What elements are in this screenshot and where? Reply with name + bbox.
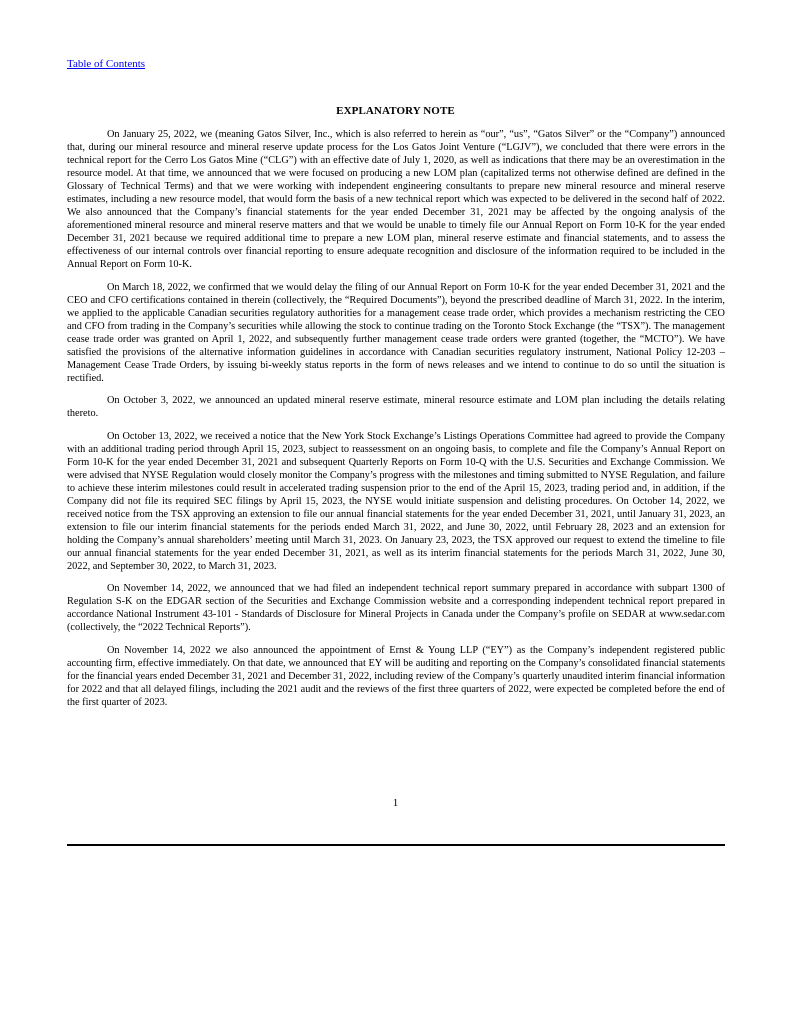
paragraph-october-13: On October 13, 2022, we received a notice that the New York Stock Exchange’s Listings Operations Committee had agreed to provide the Company with an additional trading period through April 15, 2023, subject to reassessment on an ongoing basis, to complete and file the Company’s Annual Report on Form 10-K for the year ended December 31, 2021 and subsequent Quarterly Reports on Form 10-Q with the U.S. Securities and Exchange Commission. We were advised that NYSE Regulation would closely monitor the Company’s progress with the milestones and timing submitted to NYSE Regulation, and failure to achieve these interim milestones could result in accelerated trading suspension prior to the end of the April 15, 2023, trading period and, in addition, if the Company did not file its required SEC filings by April 15, 2023, the NYSE would initiate suspension and delisting procedures. On October 14, 2022, we received notice from the TSX approving an extension to file our annual financial statements for the year ended December 31, 2021, until January 31, 2023, an extension to file our interim financial statements for the periods ended March 31, 2022, and June 30, 2022, until February 28, 2023 and an extension for holding the Company’s annual shareholders’ meeting until March 31, 2023. On January 23, 2023, the TSX approved our request to extend the timeline to file our annual financial statements for the year ended December 31, 2021, as well as its interim financial statements for the periods March 31, 2022, June 30, 2022, and September 30, 2022, to March 31, 2023. — [67, 430, 725, 572]
paragraph-november-14-ey: On November 14, 2022 we also announced the appointment of Ernst & Young LLP (“EY”) as the Company’s independent registered public accounting firm, effective immediately. On that date, we announced that EY will be auditing and reporting on the Company’s consolidated financial statements for the financial years ended December 31, 2021 and December 31, 2022, including review of the Company’s quarterly unaudited interim financial information for 2022 and that all delayed filings, including the 2021 audit and the reviews of the first three quarters of 2022, were expected be completed before the end of the first quarter of 2023. — [67, 644, 725, 708]
document-body — [67, 128, 725, 718]
page-number: 1 — [392, 797, 399, 809]
page-title: EXPLANATORY NOTE — [336, 105, 455, 117]
paragraph-march-18: On March 18, 2022, we confirmed that we would delay the filing of our Annual Report on Form 10-K for the year ended December 31, 2021 and the CEO and CFO certifications contained in therein (collectively, the “Required Documents”), beyond the prescribed deadline of March 31, 2022. In the interim, we applied to the applicable Canadian securities regulatory authorities for a management cease trade order, which provides a mechanism restricting the CEO and CFO from trading in the Company’s securities while allowing the stock to continue trading on the Toronto Stock Exchange (the “TSX”). The management cease trade order was granted on April 1, 2022, and subsequently further management cease trade orders were granted (together, the “MCTO”). We have satisfied the provisions of the alternative information guidelines in accordance with Canadian securities regulatory instrument, National Policy 12-203 – Management Cease Trade Orders, by issuing bi-weekly status reports in the form of news releases and we intend to continue to do so until the situation is rectified. — [67, 281, 725, 384]
table-of-contents-link[interactable]: Table of Contents — [67, 58, 146, 70]
paragraph-january-25: On January 25, 2022, we (meaning Gatos Silver, Inc., which is also referred to herein as “our”, “us”, “Gatos Silver” or the “Company”) announced that, during our mineral resource and mineral reserve update process for the Los Gatos Joint Venture (“LGJV”), we concluded that there were errors in the technical report for the Cerro Los Gatos Mine (“CLG”) with an effective date of July 1, 2020, as well as indications that there may be an overestimation in the resource model. At that time, we announced that we were focused on producing a new LOM plan (capitalized terms not otherwise defined are defined in the Glossary of Technical Terms) and that we were working with independent engineering consultants to prepare new mineral resource and mineral reserve estimates, including a new resource model, that would form the basis of a new technical report which was expected to be delivered in the second half of 2022. We also announced that the Company’s financial statements for the year ended December 31, 2021 may be affected by the ongoing analysis of the aforementioned mineral resource and mineral reserve matters and that we would be unable to timely file our Annual Report on Form 10-K for the year ended December 31, 2021 because we required additional time to prepare a new LOM plan, mineral reserve estimate and financial statements, and to assess the effectiveness of our internal controls over financial reporting to ensure adequate recognition and disclosure of the information required to be included in the Annual Report on Form 10-K. — [67, 129, 725, 270]
paragraph-october-3: On October 3, 2022, we announced an updated mineral reserve estimate, mineral resource estimate and LOM plan including the details relating thereto. — [67, 395, 725, 419]
page-divider — [67, 844, 725, 846]
paragraph-november-14-technical-reports: On November 14, 2022, we announced that we had filed an independent technical report summary prepared in accordance with subpart 1300 of Regulation S-K on the EDGAR section of the Securities and Exchange Commission website and a corresponding independent technical report prepared in accordance National Instrument 43-101 - Standards of Disclosure for Mineral Projects in Canada under the Company’s profile on SEDAR at www.sedar.com (collectively, the “2022 Technical Reports”). — [67, 583, 725, 633]
